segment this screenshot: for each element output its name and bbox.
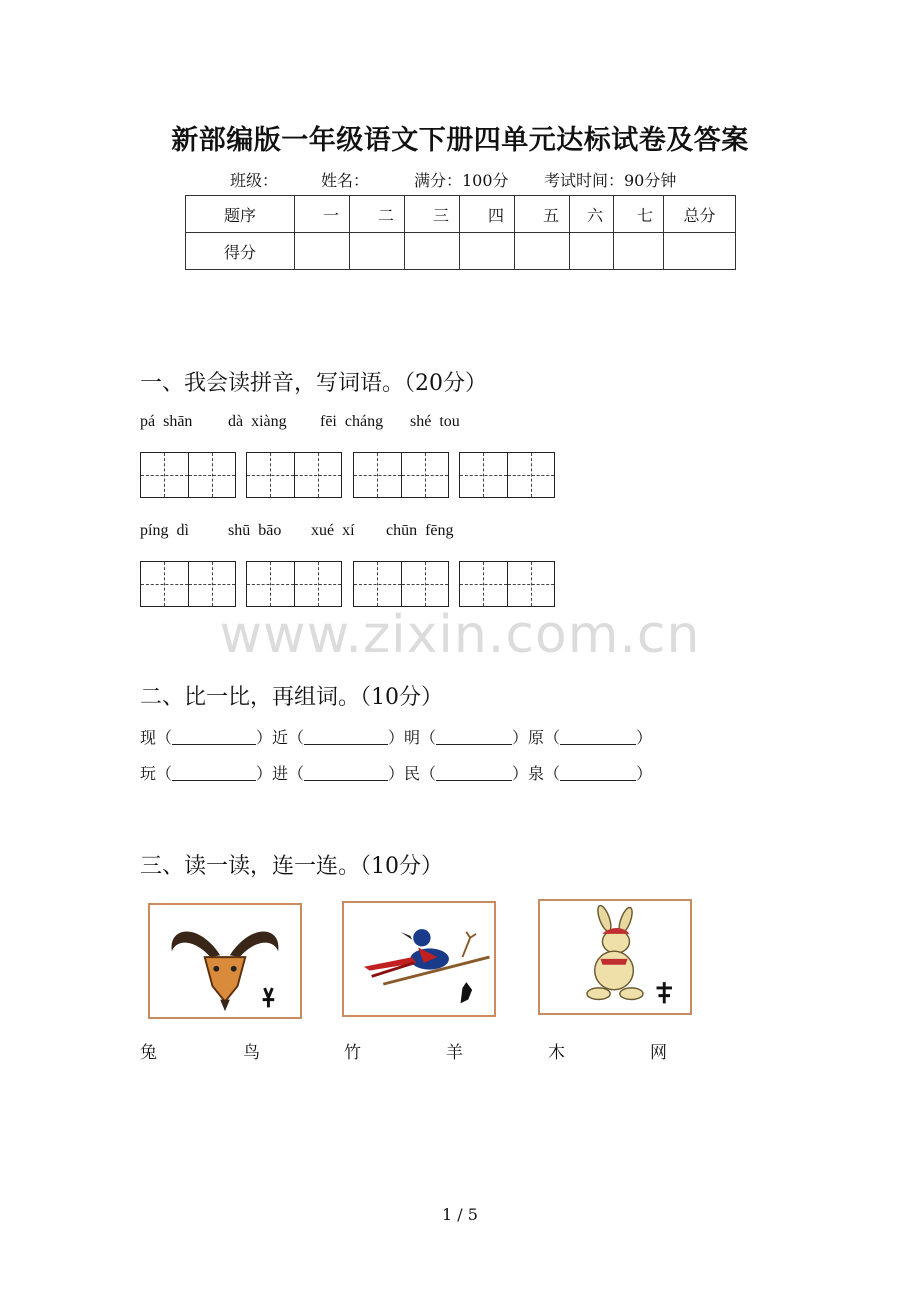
answer-blank[interactable] bbox=[304, 766, 388, 781]
table-cell: 四 bbox=[460, 196, 515, 233]
answer-blank[interactable] bbox=[436, 730, 512, 745]
score-input-cell[interactable] bbox=[405, 233, 460, 270]
section-2-heading: 二、比一比，再组词。（10分） bbox=[140, 685, 443, 710]
table-cell: 三 bbox=[405, 196, 460, 233]
word-option[interactable]: 竹 bbox=[344, 1043, 361, 1063]
pinyin-label: pá shān bbox=[140, 413, 193, 430]
writing-grid[interactable] bbox=[353, 561, 449, 607]
score-input-cell[interactable] bbox=[295, 233, 350, 270]
compare-char: ） bbox=[636, 728, 653, 747]
compare-char: ）进（ bbox=[256, 764, 305, 783]
goat-icon bbox=[150, 905, 300, 1017]
word-option[interactable]: 网 bbox=[650, 1043, 667, 1063]
score-input-cell[interactable] bbox=[664, 233, 736, 270]
compare-char: 玩（ bbox=[140, 764, 173, 783]
compare-row-1 bbox=[140, 725, 652, 748]
bird-image[interactable] bbox=[342, 901, 496, 1017]
answer-blank[interactable] bbox=[560, 730, 636, 745]
score-input-cell[interactable] bbox=[570, 233, 614, 270]
writing-grid[interactable] bbox=[246, 561, 342, 607]
writing-grid[interactable] bbox=[459, 561, 555, 607]
answer-blank[interactable] bbox=[436, 766, 512, 781]
full-score-label: 满分：100分 bbox=[414, 171, 509, 190]
goat-image[interactable] bbox=[148, 903, 302, 1019]
table-row bbox=[186, 196, 736, 233]
score-input-cell[interactable] bbox=[515, 233, 570, 270]
table-cell: 总分 bbox=[664, 196, 736, 233]
answer-blank[interactable] bbox=[560, 766, 636, 781]
writing-grid[interactable] bbox=[140, 452, 236, 498]
score-input-cell[interactable] bbox=[614, 233, 664, 270]
answer-blank[interactable] bbox=[304, 730, 388, 745]
compare-char: ）近（ bbox=[256, 728, 305, 747]
compare-char: ）原（ bbox=[512, 728, 561, 747]
answer-blank[interactable] bbox=[172, 730, 256, 745]
compare-char: ）明（ bbox=[388, 728, 437, 747]
class-label: 班级： bbox=[230, 171, 279, 190]
rabbit-image[interactable] bbox=[538, 899, 692, 1015]
compare-char: ） bbox=[636, 764, 653, 783]
table-cell: 五 bbox=[515, 196, 570, 233]
word-option[interactable]: 鸟 bbox=[243, 1043, 260, 1063]
table-cell: 一 bbox=[295, 196, 350, 233]
bird-icon bbox=[344, 903, 494, 1015]
writing-grid[interactable] bbox=[459, 452, 555, 498]
compare-row-2 bbox=[140, 761, 652, 784]
page-title: 新部编版一年级语文下册四单元达标试卷及答案 bbox=[171, 125, 749, 156]
pinyin-label: xué xí bbox=[311, 522, 355, 539]
word-option[interactable]: 兔 bbox=[140, 1043, 157, 1063]
table-row bbox=[186, 233, 736, 270]
answer-blank[interactable] bbox=[172, 766, 256, 781]
section-3-heading: 三、读一读，连一连。（10分） bbox=[140, 854, 443, 879]
writing-grid[interactable] bbox=[140, 561, 236, 607]
pinyin-label: dà xiàng bbox=[228, 413, 287, 430]
table-cell: 六 bbox=[570, 196, 614, 233]
table-cell: 题序 bbox=[186, 196, 295, 233]
writing-grid[interactable] bbox=[353, 452, 449, 498]
compare-char: ）泉（ bbox=[512, 764, 561, 783]
table-cell: 得分 bbox=[186, 233, 295, 270]
pinyin-label: chūn fēng bbox=[386, 522, 454, 539]
pinyin-label: shé tou bbox=[410, 413, 460, 430]
name-label: 姓名： bbox=[321, 171, 370, 190]
exam-time-label: 考试时间：90分钟 bbox=[544, 171, 677, 190]
table-cell: 二 bbox=[350, 196, 405, 233]
writing-grid[interactable] bbox=[246, 452, 342, 498]
compare-char: ）民（ bbox=[388, 764, 437, 783]
page-number: 1 / 5 bbox=[442, 1205, 478, 1224]
table-cell: 七 bbox=[614, 196, 664, 233]
section-1-heading: 一、我会读拼音，写词语。（20分） bbox=[140, 371, 487, 396]
pinyin-label: píng dì bbox=[140, 522, 189, 539]
word-option[interactable]: 羊 bbox=[446, 1043, 463, 1063]
pinyin-label: shū bāo bbox=[228, 522, 282, 539]
word-option[interactable]: 木 bbox=[548, 1043, 565, 1063]
rabbit-icon bbox=[540, 901, 690, 1013]
watermark: www.zixin.com.cn bbox=[219, 605, 701, 665]
score-input-cell[interactable] bbox=[460, 233, 515, 270]
score-input-cell[interactable] bbox=[350, 233, 405, 270]
compare-char: 现（ bbox=[140, 728, 173, 747]
score-table bbox=[185, 195, 736, 270]
pinyin-label: fēi cháng bbox=[320, 413, 384, 430]
